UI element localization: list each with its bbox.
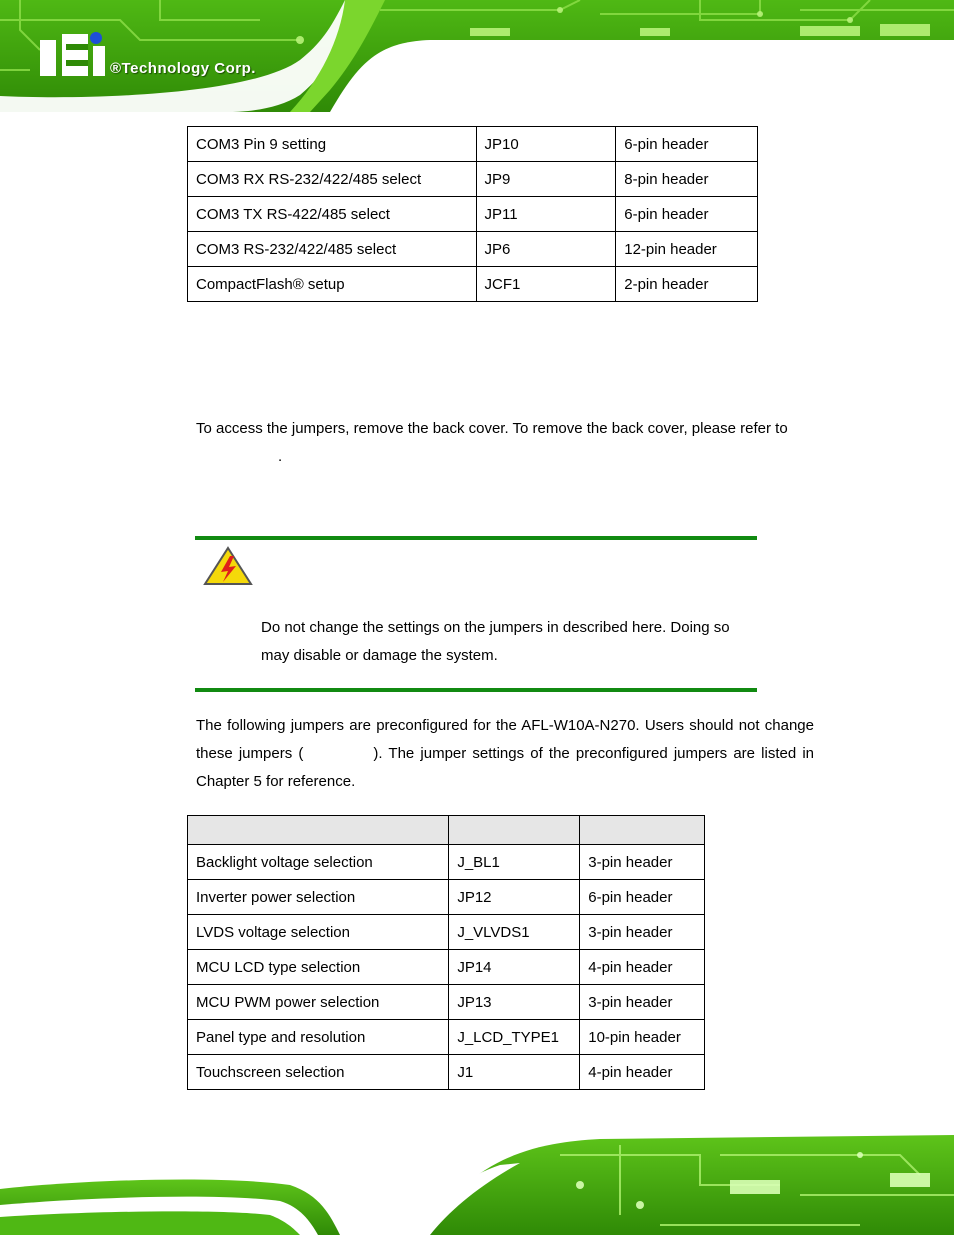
warning-text: Do not change the settings on the jumpers in described here. Doing so may disable or damage the system.: [261, 619, 730, 664]
table-cell: Inverter power selection: [188, 880, 449, 915]
header-banner: [0, 0, 954, 112]
table-row: [188, 880, 705, 915]
table-row: [188, 162, 758, 197]
table-cell: J1: [449, 1055, 580, 1090]
table-cell: COM3 TX RS-422/485 select: [188, 197, 477, 232]
table-cell: JP12: [449, 880, 580, 915]
table-cell: COM3 Pin 9 setting: [188, 127, 477, 162]
table-header-cell: [449, 816, 580, 845]
jumper-table-2: [187, 815, 705, 1090]
warning-lightning-icon: [203, 546, 253, 586]
table-header-cell: [580, 816, 705, 845]
table-cell: Touchscreen selection: [188, 1055, 449, 1090]
table-cell: JP10: [476, 127, 616, 162]
preconfig-text-part2: ). The jumper settings of the preconfigured jumpers are listed in Chapter 5 for reference.: [196, 745, 814, 790]
table-cell: JP6: [476, 232, 616, 267]
warning-top-rule: [195, 536, 757, 540]
table-cell: JP11: [476, 197, 616, 232]
jumper-table-1: [187, 126, 758, 302]
footer-banner: [0, 1125, 954, 1235]
table-row: [188, 985, 705, 1020]
table-cell: J_BL1: [449, 845, 580, 880]
circuit-board-graphic: [0, 1125, 954, 1235]
table-cell: J_LCD_TYPE1: [449, 1020, 580, 1055]
warning-bottom-rule: [195, 688, 757, 692]
table-cell: CompactFlash® setup: [188, 267, 477, 302]
table-row: [188, 1055, 705, 1090]
table-cell: MCU PWM power selection: [188, 985, 449, 1020]
table-row: [188, 127, 758, 162]
table-row: [188, 267, 758, 302]
circuit-board-graphic: [0, 0, 954, 112]
table-row: [188, 232, 758, 267]
table-cell: Backlight voltage selection: [188, 845, 449, 880]
table-row: [188, 915, 705, 950]
table-cell: JP9: [476, 162, 616, 197]
table-cell: 4-pin header: [580, 950, 705, 985]
table-cell: J_VLVDS1: [449, 915, 580, 950]
table-cell: 6-pin header: [616, 127, 758, 162]
access-paragraph-line2: .: [278, 448, 283, 465]
table-cell: JCF1: [476, 267, 616, 302]
table-cell: 6-pin header: [616, 197, 758, 232]
table-cell: Panel type and resolution: [188, 1020, 449, 1055]
table-row: [188, 197, 758, 232]
table-cell: 3-pin header: [580, 985, 705, 1020]
access-paragraph-line1: To access the jumpers, remove the back cover. To remove the back cover, please refer to: [196, 420, 788, 437]
preconfig-paragraph: [196, 712, 814, 796]
table-cell: LVDS voltage selection: [188, 915, 449, 950]
table-cell: COM3 RX RS-232/422/485 select: [188, 162, 477, 197]
preconfig-text-part1: The following jumpers are preconfigured for the AFL-W10A-N270. Users should not change these jumpers (: [196, 717, 814, 762]
table-header-cell: [188, 816, 449, 845]
logo-text: ®Technology Corp.: [110, 60, 256, 77]
table-cell: 2-pin header: [616, 267, 758, 302]
table-cell: JP13: [449, 985, 580, 1020]
table-header-row: [188, 816, 705, 845]
access-paragraph: [196, 415, 814, 471]
table-row: [188, 950, 705, 985]
table-cell: 12-pin header: [616, 232, 758, 267]
table-cell: 3-pin header: [580, 915, 705, 950]
table-cell: 10-pin header: [580, 1020, 705, 1055]
table-cell: 3-pin header: [580, 845, 705, 880]
table-row: [188, 1020, 705, 1055]
table-cell: JP14: [449, 950, 580, 985]
table-cell: 8-pin header: [616, 162, 758, 197]
table-cell: 4-pin header: [580, 1055, 705, 1090]
table-cell: MCU LCD type selection: [188, 950, 449, 985]
table-row: [188, 845, 705, 880]
table-cell: COM3 RS-232/422/485 select: [188, 232, 477, 267]
table-cell: 6-pin header: [580, 880, 705, 915]
